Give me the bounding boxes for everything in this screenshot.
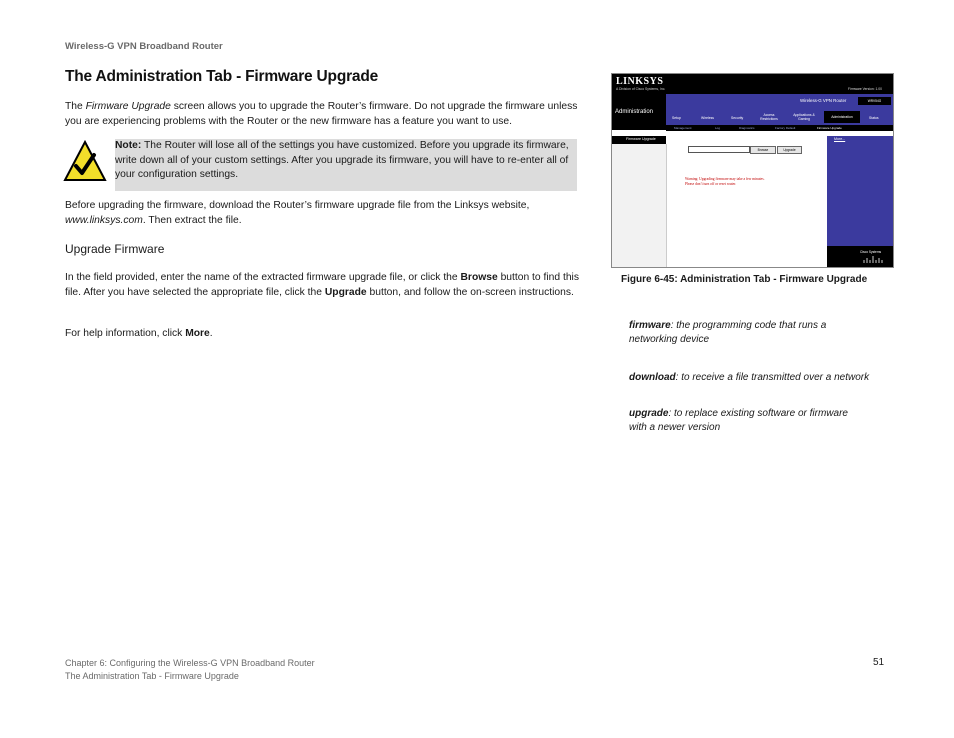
intro-text-rest: screen allows you to upgrade the Router’s firmware. Do not upgrade the firmware unless you are experiencing problems with the Router or the new firmware has a feature you want to use. bbox=[65, 101, 578, 127]
cisco-bridge-icon bbox=[862, 255, 884, 263]
linksys-logo: LINKSYS bbox=[616, 76, 664, 87]
running-head: Wireless-G VPN Broadband Router bbox=[65, 41, 223, 52]
before-paragraph bbox=[65, 199, 590, 228]
subtab-factory-default[interactable]: Factory Default bbox=[775, 126, 796, 130]
section-title: The Administration Tab - Firmware Upgrade bbox=[65, 68, 379, 85]
website-link[interactable]: www.linksys.com bbox=[65, 214, 143, 226]
browse-button[interactable]: Browse bbox=[750, 146, 776, 154]
field-text-3: button, and follow the on-screen instructions. bbox=[366, 286, 574, 298]
glossary-definition: : to replace existing software or firmware with a newer version bbox=[629, 408, 848, 433]
warning-line-1: Warning: Upgrading firmware may take a few minutes. bbox=[685, 177, 765, 181]
more-link[interactable]: More... bbox=[834, 137, 846, 141]
footer-chapter: Chapter 6: Configuring the Wireless-G VPN Broadband Router bbox=[65, 658, 315, 668]
glossary-term: download bbox=[629, 372, 676, 383]
logo-subtitle: A Division of Cisco Systems, Inc. bbox=[616, 87, 666, 91]
glossary-term: firmware bbox=[629, 320, 671, 331]
before-text: Before upgrading the firmware, download the Router’s firmware upgrade file from the Linksys website, bbox=[65, 200, 530, 211]
intro-text: The bbox=[65, 101, 86, 112]
firmware-upgrade-screenshot bbox=[611, 73, 894, 268]
tab-access-restrictions[interactable]: Access Restrictions bbox=[760, 113, 778, 121]
product-name: Wireless-G VPN Router bbox=[800, 98, 847, 103]
cisco-logo: Cisco Systems bbox=[860, 250, 882, 254]
more-term: More bbox=[185, 328, 210, 339]
field-text-2: button to find this file. After you have selected the appropriate file, click the bbox=[65, 272, 579, 298]
footer-section: The Administration Tab - Firmware Upgrade bbox=[65, 671, 239, 681]
tab-administration[interactable]: Administration bbox=[824, 111, 860, 123]
warning-check-icon bbox=[63, 140, 107, 182]
left-panel bbox=[612, 144, 667, 267]
glossary-term: upgrade bbox=[629, 408, 669, 419]
subtab-firmware-upgrade[interactable]: Firmware Upgrade bbox=[817, 126, 842, 130]
intro-paragraph bbox=[65, 100, 590, 129]
page-number: 51 bbox=[873, 657, 885, 668]
intro-term: Firmware Upgrade bbox=[85, 101, 171, 112]
tab-status[interactable]: Status bbox=[869, 116, 879, 120]
browse-term: Browse bbox=[460, 272, 498, 283]
tab-security[interactable]: Security bbox=[731, 116, 744, 120]
upgrade-button[interactable]: Upgrade bbox=[777, 146, 802, 154]
field-paragraph bbox=[65, 271, 590, 300]
subtab-log[interactable]: Log bbox=[715, 126, 721, 130]
page-footer bbox=[65, 657, 315, 683]
help-text: For help information, click bbox=[65, 328, 186, 339]
note-paragraph bbox=[115, 139, 577, 183]
glossary-entry bbox=[629, 371, 909, 385]
upgrade-term: Upgrade bbox=[324, 286, 367, 298]
section-label: Firmware Upgrade bbox=[626, 137, 656, 141]
note-text: The Router will lose all of the settings you have customized. Before you upgrade its firmware, write down all of your custom settings. After you upgrade its firmware, you will have to re-enter all of your configuration settings. bbox=[115, 140, 569, 180]
tab-wireless[interactable]: Wireless bbox=[701, 116, 714, 120]
glossary-definition: : the programming code that runs a networking device bbox=[629, 320, 827, 345]
warning-line-2: Please don’t turn off or reset router. bbox=[685, 182, 737, 186]
admin-label: Administration bbox=[615, 109, 654, 115]
glossary-definition: : to receive a file transmitted over a network bbox=[675, 372, 870, 383]
field-text: In the field provided, enter the name of the extracted firmware upgrade file, or click the bbox=[65, 272, 461, 283]
note-label: Note: bbox=[115, 140, 142, 151]
subheading: Upgrade Firmware bbox=[65, 242, 165, 256]
help-paragraph bbox=[65, 327, 590, 342]
main-panel bbox=[667, 136, 827, 267]
before-text-rest: . Then extract the file. bbox=[142, 214, 242, 226]
firmware-version: Firmware Version: 1.00 bbox=[848, 87, 882, 91]
firmware-file-input[interactable] bbox=[688, 146, 750, 153]
tab-applications-gaming[interactable]: Applications & Gaming bbox=[793, 113, 815, 121]
upgrade-warning bbox=[685, 177, 825, 187]
figure-caption: Figure 6-45: Administration Tab - Firmware Upgrade bbox=[621, 274, 868, 285]
model-badge: WRV54G bbox=[858, 97, 891, 105]
glossary-entry bbox=[629, 407, 859, 435]
help-text-rest: . bbox=[209, 328, 213, 339]
glossary-entry bbox=[629, 319, 829, 347]
subtab-management[interactable]: Management bbox=[674, 126, 692, 130]
tab-setup[interactable]: Setup bbox=[672, 116, 681, 120]
subtab-diagnostics[interactable]: Diagnostics bbox=[739, 126, 755, 130]
